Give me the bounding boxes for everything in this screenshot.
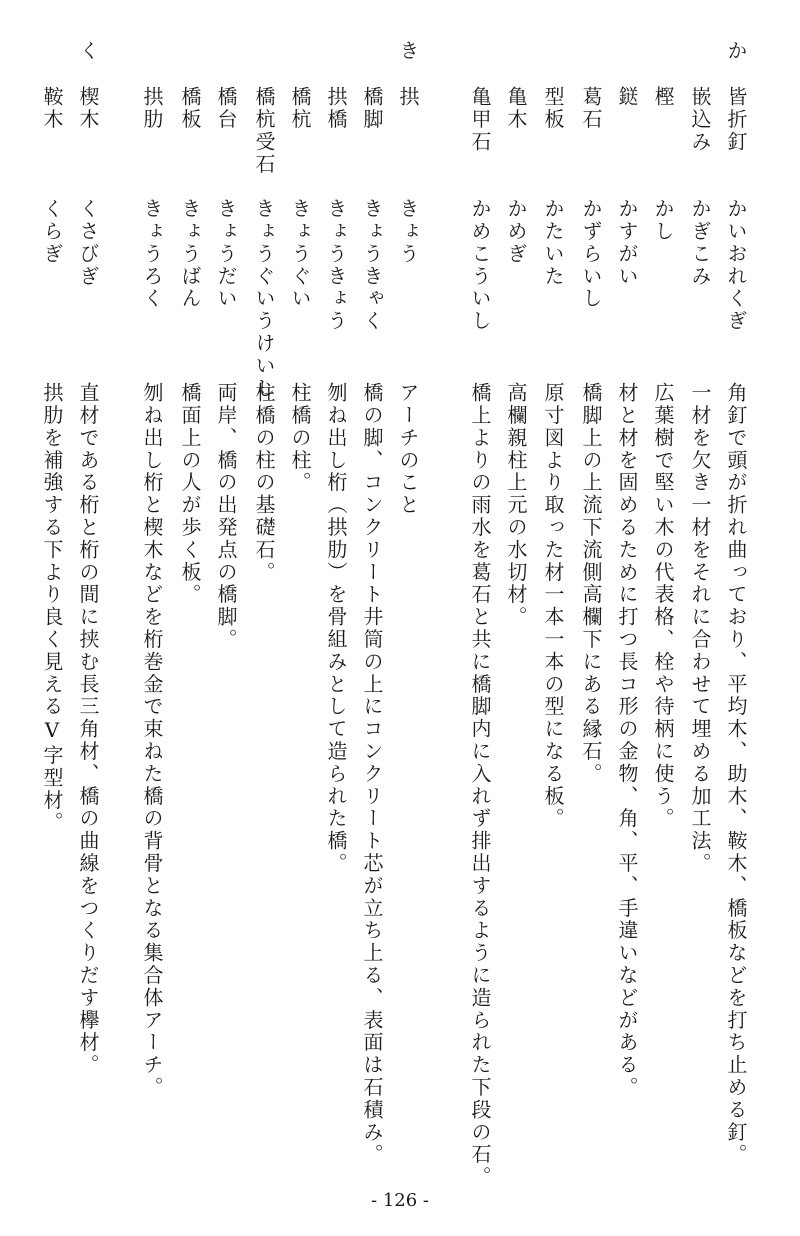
entry-reading: きょうばん (178, 198, 202, 310)
entry-reading: きょうきょう (324, 198, 348, 333)
entry-reading: くらぎ (40, 198, 64, 266)
section-heading-ki: き (396, 40, 420, 63)
entry-term: 鎹 (615, 86, 639, 109)
entry-reading: きょうだい (214, 198, 238, 310)
page-number: - 126 - (371, 1190, 429, 1211)
entry-term: 橋台 (214, 86, 238, 131)
entry-desc: 高欄親柱上元の水切材。 (504, 382, 528, 629)
entry-term: 樫 (651, 86, 675, 109)
entry-term: 橋杭受石 (252, 86, 276, 176)
entry-term: 拱肋 (140, 86, 164, 131)
entry-desc: 橋上よりの雨水を葛石と共に橋脚内に入れず排出するように造られた下段の石。 (468, 382, 492, 1189)
entry-desc: 広葉樹で堅い木の代表格、栓や待柄に使う。 (651, 382, 675, 830)
entry-desc: 橋脚上の上流下流側高欄下にある縁石。 (579, 382, 603, 786)
entry-term: 橋杭 (288, 86, 312, 131)
entry-reading: きょうぐい (288, 198, 312, 310)
entry-desc: 材と材を固めるために打つ長コ形の金物、角、平、手違いなどがある。 (615, 382, 639, 1099)
entry-reading: かめこういし (468, 198, 492, 333)
entry-reading: きょう (396, 198, 420, 266)
entry-term: 橋脚 (360, 86, 384, 131)
entry-desc: 刎ね出し桁と楔木などを桁巻金で束ねた橋の背骨となる集合体アーチ。 (140, 382, 164, 1099)
entry-term: 亀甲石 (468, 86, 492, 154)
entry-desc: 原寸図より取った材一本一本の型になる板。 (541, 382, 565, 830)
entry-desc: 柱橋の柱の基礎石。 (252, 382, 276, 584)
entry-reading: かぎこみ (688, 198, 712, 288)
section-heading-ku: く (76, 40, 100, 63)
entry-term: 亀木 (504, 86, 528, 131)
entry-reading: かし (651, 198, 675, 243)
entry-desc: 拱肋を補強する下より良く見えるV字型材。 (40, 382, 64, 834)
entry-desc: 両岸、橋の出発点の橋脚。 (214, 382, 238, 651)
entry-reading: くさびぎ (76, 198, 100, 288)
entry-term: 拱橋 (324, 86, 348, 131)
entry-desc: 柱橋の柱。 (288, 382, 312, 494)
entry-reading: かたいた (541, 198, 565, 288)
entry-reading: かいおれくぎ (724, 198, 748, 333)
entry-term: 鞍木 (40, 86, 64, 131)
entry-term: 型板 (541, 86, 565, 131)
entry-desc: 直材である桁と桁の間に挟む長三角材、橋の曲線をつくりだす欅材。 (76, 382, 100, 1077)
entry-desc: 刎ね出し桁（拱肋）を骨組みとして造られた橋。 (324, 382, 348, 875)
entry-desc: 一材を欠き一材をそれに合わせて埋める加工法。 (688, 382, 712, 875)
entry-term: 嵌込み (688, 86, 712, 154)
entry-reading: きょうぐいうけいし (252, 198, 276, 400)
entry-term: 橋板 (178, 86, 202, 131)
entry-reading: かずらいし (579, 198, 603, 310)
entry-term: 拱 (396, 86, 420, 109)
entry-desc: 橋面上の人が歩く板。 (178, 382, 202, 606)
entry-term: 葛石 (579, 86, 603, 131)
entry-reading: かすがい (615, 198, 639, 288)
entry-reading: きょうきゃく (360, 198, 384, 333)
entry-term: 皆折釘 (724, 86, 748, 154)
entry-desc: 角釘で頭が折れ曲っており、平均木、助木、鞍木、橋板などを打ち止める釘。 (724, 382, 748, 1166)
entry-reading: きょうろく (140, 198, 164, 310)
entry-reading: かめぎ (504, 198, 528, 266)
entry-term: 楔木 (76, 86, 100, 131)
entry-desc: 橋の脚、コンクリート井筒の上にコンクリート芯が立ち上る、表面は石積み。 (360, 382, 384, 1166)
entry-desc: アーチのこと (396, 382, 420, 517)
section-heading-ka: か (724, 40, 748, 63)
